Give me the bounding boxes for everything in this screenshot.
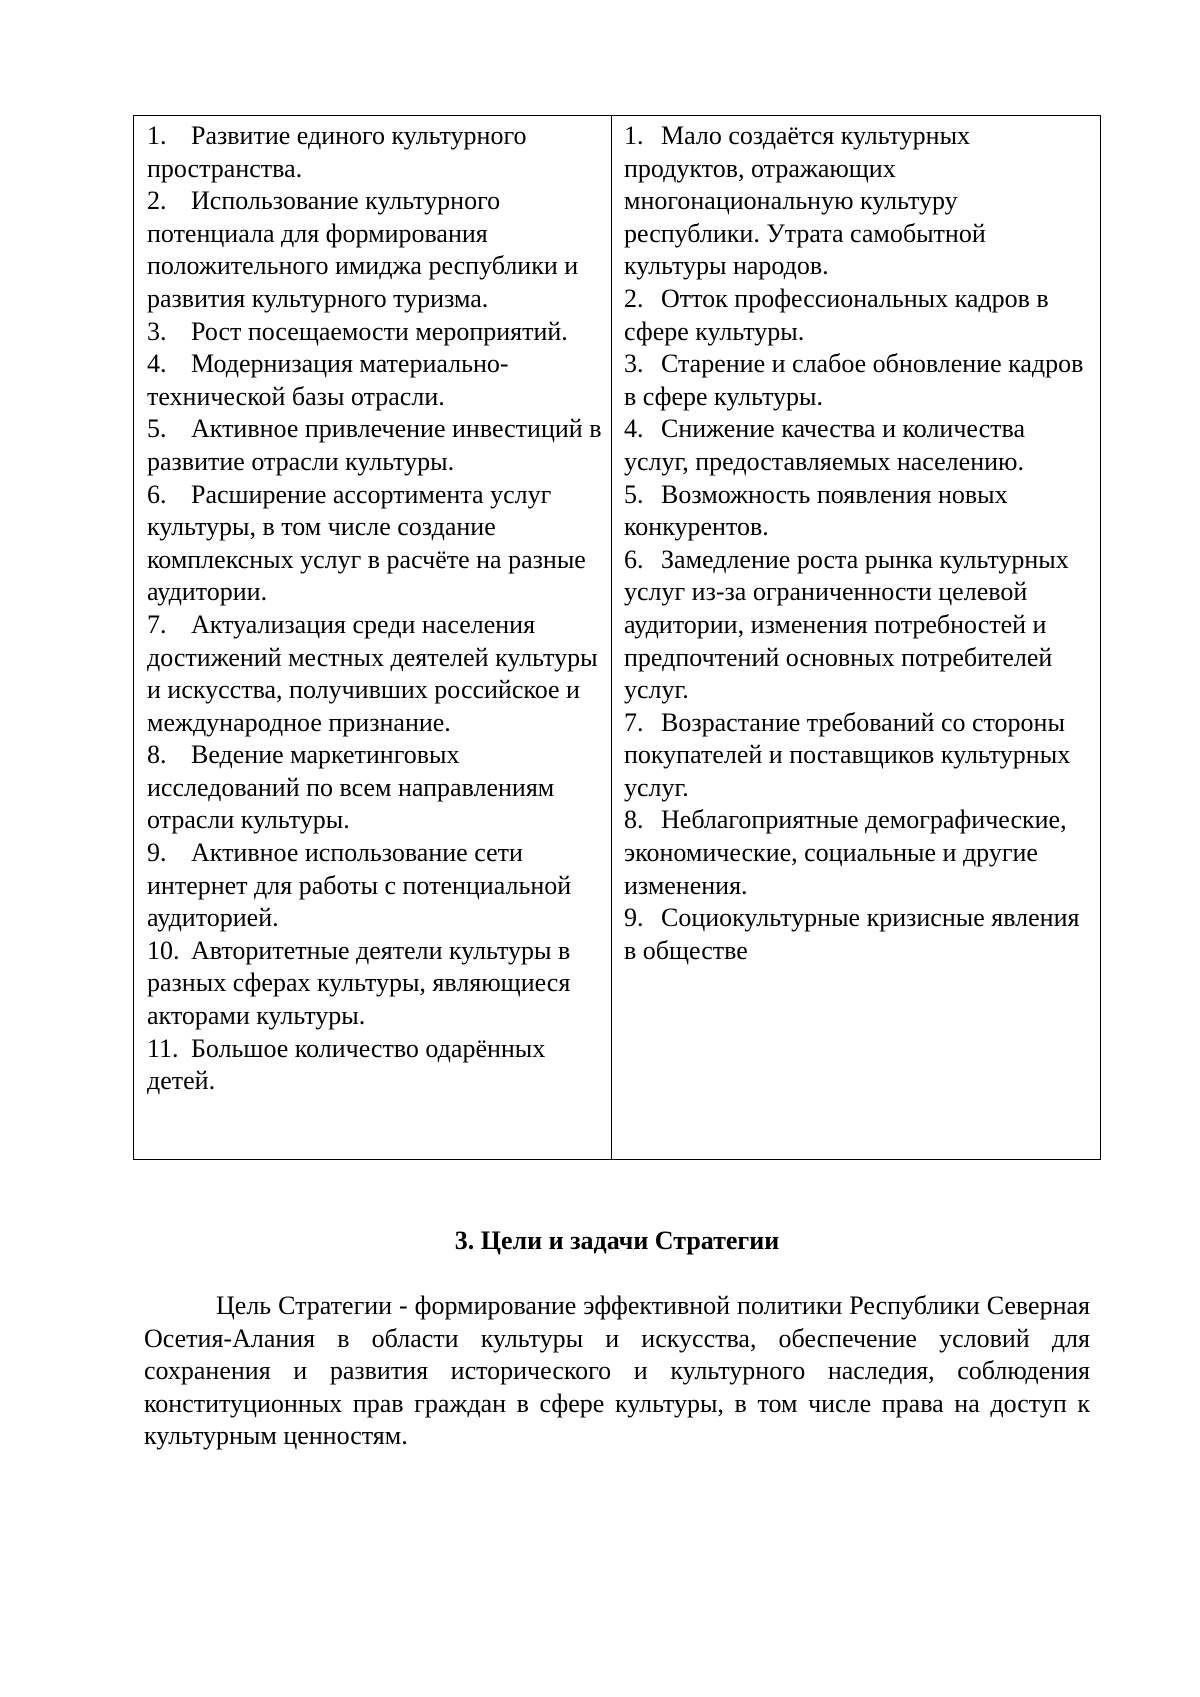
item-text: Активное использование сети интернет для работы с потенциальной аудиторией. [147,838,572,933]
list-item [624,707,1094,805]
item-number: 6. [624,544,644,574]
list-item [147,120,605,185]
table-column-left [134,116,612,1159]
item-number: 4. [147,349,167,379]
list-item [624,479,1094,544]
item-text: Возможность появления новых конкурентов. [624,479,1008,542]
item-text: Социокультурные кризисные явления в обществе [624,903,1080,965]
list-item [147,413,605,478]
item-text: Снижение качества и количества услуг, предоставляемых населению. [624,414,1025,476]
item-number: 7. [147,609,167,639]
item-text: Большое количество одарённых детей. [147,1033,546,1096]
item-text: Использование культурного потенциала для формирования положительного имиджа республики и развития культурного туризма. [147,186,579,313]
item-number: 1. [147,121,167,150]
item-number: 7. [624,707,644,737]
item-number: 6. [147,479,167,509]
item-text: Замедление роста рынка культурных услуг из-за ограниченности целевой аудитории, изменения потребностей и предпочтений основных потребителей услуг. [624,544,1069,705]
item-text: Рост посещаемости мероприятий. [191,316,568,346]
item-text: Расширение ассортимента услуг культуры, в том числе создание комплексных услуг в расчёте на разные аудитории. [147,479,586,607]
item-text: Мало создаётся культурных продуктов, отражающих многонациональную культуру республики. Утрата самобытной культуры народов. [624,121,986,281]
list-item [147,837,605,935]
item-text: Неблагоприятные демографические, экономические, социальные и другие изменения. [624,805,1067,900]
item-text: Активное привлечение инвестиций в развитие отрасли культуры. [147,414,602,476]
item-text: Развитие единого культурного пространства. [147,121,527,183]
item-number: 2. [147,186,167,216]
swot-table [133,115,1101,1160]
item-number: 2. [624,283,644,313]
item-number: 3. [147,316,167,346]
table-column-right [612,116,1100,1159]
item-text: Отток профессиональных кадров в сфере культуры. [624,283,1049,346]
section-heading: 3. Цели и задачи Стратегии [454,1226,780,1255]
item-number: 3. [624,349,644,379]
list-item [147,1033,605,1098]
item-number: 11. [147,1033,179,1063]
item-text: Старение и слабое обновление кадров в сфере культуры. [624,349,1084,411]
list-item [624,902,1094,967]
item-text: Модернизация материально-технической базы отрасли. [147,349,509,411]
item-text: Возрастание требований со стороны покупателей и поставщиков культурных услуг. [624,707,1071,802]
list-item [147,479,605,609]
list-item [147,185,605,315]
item-number: 5. [147,414,167,444]
item-text: Авторитетные деятели культуры в разных сферах культуры, являющиеся акторами культуры. [147,935,571,1031]
item-number: 1. [624,121,644,150]
item-text: Ведение маркетинговых исследований по всем направлениям отрасли культуры. [147,740,555,835]
item-text: Актуализация среди населения достижений местных деятелей культуры и искусства, получивших российское и международное признание. [147,609,598,737]
list-item [624,804,1094,902]
list-item [147,348,605,413]
list-item [624,283,1094,348]
item-number: 5. [624,479,644,509]
list-item [624,120,1094,283]
list-item [147,739,605,837]
item-number: 4. [624,414,644,444]
item-number: 9. [147,838,167,868]
list-item [147,316,605,349]
list-item [624,413,1094,478]
list-item [147,609,605,739]
item-number: 10. [147,935,180,965]
list-item [147,935,605,1033]
section-paragraph: Цель Стратегии - формирование эффективной политики Республики Северная Осетия-Алания в области культуры и искусства, обеспечение условий для сохранения и развития исторического и культурного наследия, соблюдения конституционных прав граждан в сфере культуры, в том числе права на доступ к культурным ценностям. [144,1291,1090,1451]
list-item [624,544,1094,707]
item-number: 8. [147,740,167,770]
item-number: 9. [624,903,644,933]
item-number: 8. [624,805,644,835]
list-item [624,348,1094,413]
